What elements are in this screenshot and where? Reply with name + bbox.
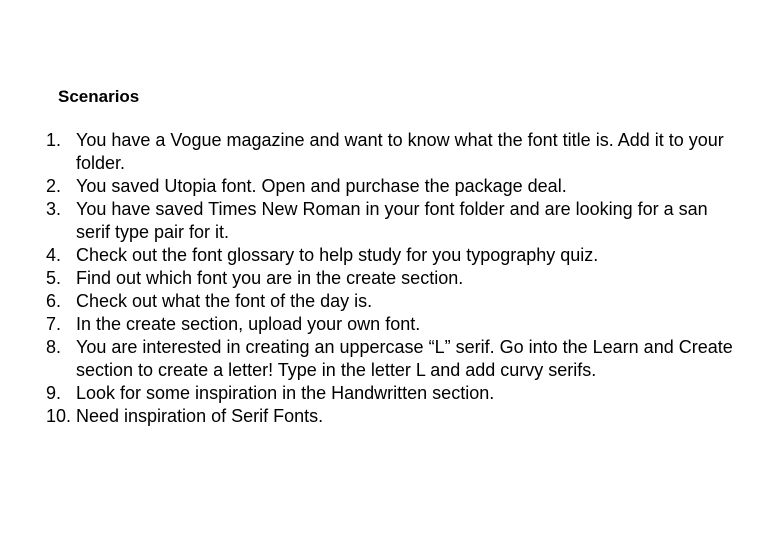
scenario-number: 2.: [46, 176, 62, 196]
scenario-item: [46, 175, 736, 198]
scenario-text: You have saved Times New Roman in your font folder and are looking for a san serif type pair for it.: [76, 199, 708, 242]
scenario-item: [46, 198, 736, 244]
scenario-text: In the create section, upload your own font.: [76, 314, 421, 334]
scenario-item: [46, 336, 736, 382]
scenario-item: [46, 290, 736, 313]
scenario-number: 7.: [46, 314, 62, 334]
scenario-item: [46, 382, 736, 405]
scenario-number: 10.: [46, 406, 72, 426]
scenario-text: Need inspiration of Serif Fonts.: [76, 406, 324, 426]
scenario-number: 9.: [46, 383, 62, 403]
scenario-text: You saved Utopia font. Open and purchase the package deal.: [76, 176, 567, 196]
scenario-text: Check out what the font of the day is.: [76, 291, 373, 311]
scenario-number: 3.: [46, 199, 62, 219]
scenario-item: [46, 244, 736, 267]
scenario-number: 6.: [46, 291, 62, 311]
scenario-text: Find out which font you are in the create section.: [76, 268, 464, 288]
scenarios-list: [46, 129, 736, 428]
scenario-item: [46, 405, 736, 428]
scenario-number: 5.: [46, 268, 62, 288]
scenario-item: [46, 313, 736, 336]
scenario-text: Look for some inspiration in the Handwritten section.: [76, 383, 495, 403]
scenario-item: [46, 267, 736, 290]
scenario-number: 4.: [46, 245, 62, 265]
scenario-text: Check out the font glossary to help study for you typography quiz.: [76, 245, 599, 265]
scenarios-heading: Scenarios: [58, 87, 140, 106]
scenario-number: 1.: [46, 130, 62, 150]
scenario-number: 8.: [46, 337, 62, 357]
scenario-text: You are interested in creating an uppercase “L” serif. Go into the Learn and Create section to create a letter! Type in the letter L and add curvy serifs.: [76, 337, 733, 380]
scenario-text: You have a Vogue magazine and want to know what the font title is. Add it to your folder.: [76, 130, 724, 173]
scenario-item: [46, 129, 736, 175]
